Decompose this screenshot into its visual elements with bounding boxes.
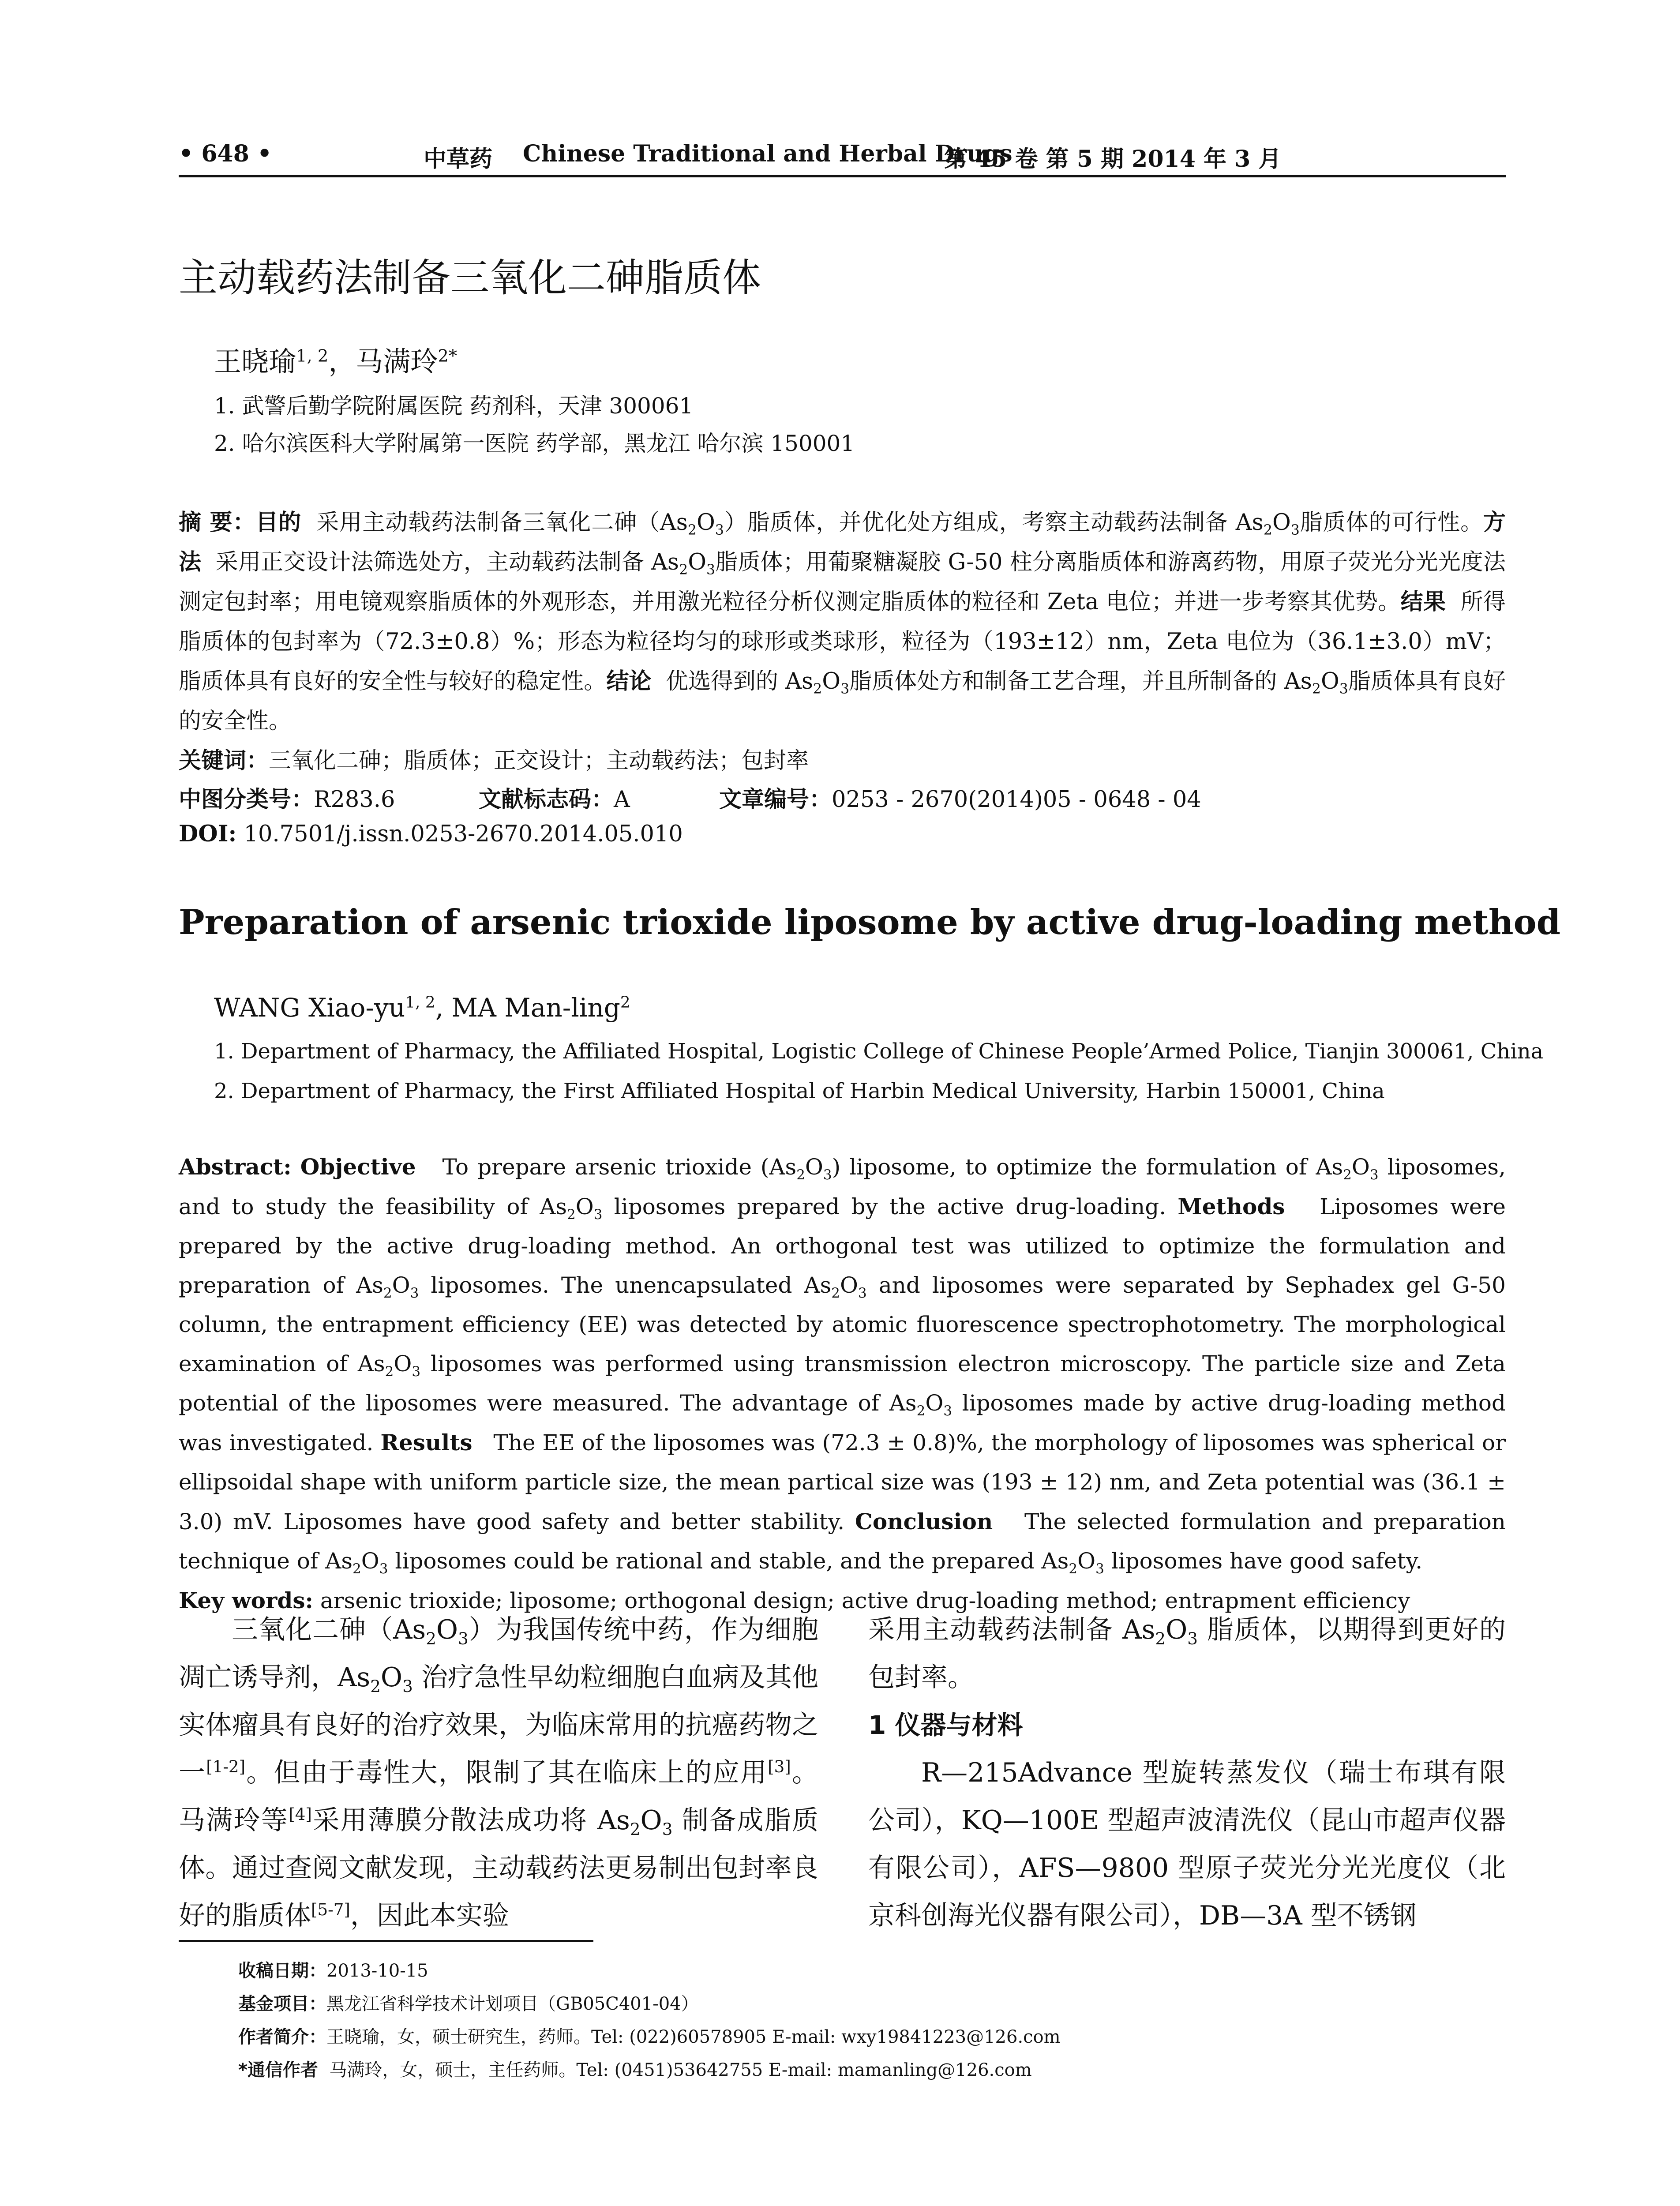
subscript: 3	[1339, 681, 1348, 698]
subscript: 2	[796, 1167, 805, 1183]
subscript: 2	[567, 1207, 576, 1223]
authors-cn	[214, 340, 457, 379]
abstract-text: 所得脂质体的包封率为（72.3±0.8）%；形态为粒径均匀的球形或类球形，粒径为（193±12）nm，Zeta 电位为（36.1±3.0）mV；脂质体具有良好的安全性与较好的稳定性。	[179, 589, 1506, 694]
subscript: 2	[1343, 1167, 1352, 1183]
journal-issue: 第 45 卷 第 5 期 2014 年 3 月	[944, 146, 1282, 173]
subscript: 2	[630, 1820, 641, 1839]
chem-o: O	[1320, 668, 1339, 694]
chem-o: O	[697, 510, 715, 536]
article-no-label: 文章编号：	[719, 787, 832, 813]
abstract-en-text: liposomes, and to study the feasibility of As	[179, 1154, 1506, 1219]
body-text: 采用薄膜分散法成功将 As	[311, 1805, 630, 1836]
title-en: Preparation of arsenic trioxide liposome by active drug-loading method	[179, 902, 1561, 942]
abstract-text: 脂质体处方和制备工艺合理，并且所制备的 As	[849, 668, 1312, 694]
subscript: 2	[1069, 1561, 1078, 1577]
abstract-text: 脂质体的可行性。	[1299, 510, 1483, 536]
citation: [3]	[768, 1757, 791, 1776]
subscript: 3	[402, 1677, 413, 1696]
abstract-cn-label: 摘 要：	[179, 510, 256, 536]
subscript: 2	[1155, 1629, 1166, 1648]
citation: [4]	[289, 1805, 312, 1824]
abstract-text: 优选得到的 As	[665, 668, 814, 694]
results-label: 结果	[1400, 589, 1446, 615]
page-number: • 648 •	[179, 140, 272, 167]
subscript: 3	[858, 1285, 867, 1301]
body-text: 。马满玲等	[179, 1757, 819, 1836]
subscript: 2	[1312, 681, 1321, 698]
abstract-text: 采用主动载药法制备三氧化二砷（As	[316, 510, 688, 536]
author-en-2-affil: 2	[620, 993, 630, 1012]
doc-code-value: A	[614, 787, 630, 813]
clc-line	[179, 781, 395, 814]
keywords-cn: 三氧化二砷；脂质体；正交设计；主动载药法；包封率	[269, 748, 809, 774]
doi-line	[179, 821, 683, 847]
author-en-sep: ,	[435, 993, 452, 1023]
conclusion-en-label: Conclusion	[855, 1508, 993, 1534]
footnote-rule	[179, 1940, 593, 1942]
chem-o: O	[640, 1805, 662, 1836]
abstract-en-text: The EE of the liposomes was (72.3 ± 0.8)%, the morphology of liposomes was spherical or ellipsoidal shape with uniform particle size, the mean partical size was (193 ± 12) nm, and Zeta potential was (36.1 ± 3.0) mV. Liposomes have good safety and better stability.	[179, 1430, 1506, 1534]
subscript: 3	[706, 562, 716, 578]
received-label: 收稿日期：	[238, 1961, 326, 1981]
abstract-en-text: ) liposome, to optimize the formulation of As	[832, 1154, 1343, 1180]
subscript: 2	[687, 522, 697, 539]
methods-en-label: Methods	[1178, 1193, 1285, 1219]
body-text: 制备成脂质体。通过查阅文献发现，主动载药法更易制出包封率良好的脂质体	[179, 1805, 819, 1931]
subscript: 3	[715, 522, 724, 539]
chem-o: O	[805, 1154, 823, 1180]
body-text: ，因此本实验	[350, 1900, 509, 1931]
bio-label: 作者简介：	[238, 2027, 326, 2047]
abstract-en-text: liposomes. The unencapsulated As	[419, 1272, 832, 1298]
article-no-line	[719, 781, 1201, 814]
subscript: 3	[823, 1167, 832, 1183]
abstract-en-text: and liposomes were separated by Sephadex gel G-50 column, the entrapment efficiency (EE) was detected by atomic fluorescence spectrophotometry. The morphological examination of As	[179, 1272, 1506, 1377]
footnote-fund	[238, 1990, 699, 2015]
subscript: 2	[352, 1561, 361, 1577]
subscript: 3	[412, 1364, 421, 1380]
affiliation-en-2: 2. Department of Pharmacy, the First Affiliated Hospital of Harbin Medical University, Harbin 150001, China	[214, 1079, 1385, 1103]
footnote-bio	[238, 2023, 1061, 2048]
bio-text: 王晓瑜，女，硕士研究生，药师。Tel: (022)60578905 E-mail: wxy19841223@126.com	[326, 2027, 1061, 2047]
subscript: 2	[916, 1403, 926, 1419]
subscript: 3	[840, 681, 850, 698]
keywords-en: arsenic trioxide; liposome; orthogonal design; active drug-loading method; entrapment efficiency	[320, 1588, 1410, 1613]
abstract-cn	[179, 503, 1506, 781]
footnote-received	[238, 1957, 428, 1982]
affiliation-cn-1: 1. 武警后勤学院附属医院 药剂科，天津 300061	[214, 393, 694, 419]
subscript: 3	[593, 1207, 603, 1223]
chem-o: O	[361, 1548, 379, 1574]
subscript: 2	[679, 562, 688, 578]
author-1: 王晓瑜	[214, 345, 296, 378]
chem-o: O	[925, 1390, 944, 1416]
chem-o: O	[394, 1351, 412, 1377]
corresponding-text: 马满玲，女，硕士，主任药师。Tel: (0451)53642755 E-mail: mamanling@126.com	[329, 2060, 1032, 2080]
subscript: 2	[385, 1364, 394, 1380]
authors-en	[214, 993, 630, 1023]
body-text: 脂质体，以期得到更好的包封率。	[868, 1614, 1506, 1693]
doc-code-line	[479, 781, 630, 814]
objective-en-label: Objective	[300, 1154, 416, 1180]
chem-o: O	[1351, 1154, 1370, 1180]
journal-name-cn: 中草药	[424, 146, 493, 173]
abstract-en	[179, 1147, 1506, 1621]
keywords-en-label: Key words:	[179, 1587, 313, 1613]
body-text: 三氧化二砷（As	[232, 1614, 426, 1645]
article-no-value: 0253 - 2670(2014)05 - 0648 - 04	[832, 787, 1201, 813]
citation: [1-2]	[206, 1757, 246, 1776]
body-paragraph: R—215Advance 型旋转蒸发仪（瑞士布琪有限公司），KQ—100E 型超声波清洗仪（昆山市超声仪器有限公司），AFS—9800 型原子荧光分光光度仪（北京科创海光仪器有限公司），DB—3A 型不锈钢	[868, 1757, 1506, 1931]
fund-text: 黑龙江省科学技术计划项目（GB05C401-04）	[326, 1994, 699, 2014]
received-date: 2013-10-15	[326, 1961, 428, 1981]
abstract-text: ）脂质体，并优化处方组成，考察主动载药法制备 As	[724, 510, 1264, 536]
subscript: 3	[662, 1820, 673, 1839]
body-right-column	[868, 1606, 1506, 1940]
author-en-1-affil: 1, 2	[405, 993, 435, 1012]
citation: [5-7]	[311, 1900, 350, 1919]
subscript: 2	[426, 1629, 436, 1648]
results-en-label: Results	[380, 1429, 472, 1456]
subscript: 2	[813, 681, 822, 698]
subscript: 3	[1290, 522, 1300, 539]
chem-o: O	[392, 1272, 410, 1298]
chem-o: O	[822, 668, 841, 694]
doc-code-label: 文献标志码：	[479, 787, 614, 813]
abstract-en-label: Abstract:	[179, 1154, 292, 1180]
abstract-en-text: liposomes have good safety.	[1104, 1548, 1423, 1574]
fund-label: 基金项目：	[238, 1994, 326, 2014]
abstract-en-text: liposomes was performed using transmission electron microscopy. The particle size and Zeta potential of the liposomes were measured. The advantage of As	[179, 1351, 1506, 1416]
chem-o: O	[840, 1272, 859, 1298]
corresponding-label: *通信作者	[238, 2060, 318, 2080]
subscript: 3	[943, 1403, 952, 1419]
footnote-corresponding	[238, 2056, 1032, 2081]
section-heading: 1 仪器与材料	[868, 1710, 1023, 1740]
body-text: ）为我国传统中药，作为细胞凋亡诱导剂，As	[179, 1614, 819, 1693]
abstract-text: 采用正交设计法筛选处方，主动载药法制备 As	[215, 549, 679, 575]
body-text: 。但由于毒性大，限制了其在临床上的应用	[245, 1757, 768, 1788]
author-en-1: WANG Xiao-yu	[214, 993, 405, 1023]
subscript: 2	[383, 1285, 392, 1301]
conclusion-label: 结论	[606, 668, 652, 694]
author-sep: ，	[328, 345, 356, 378]
subscript: 3	[379, 1561, 388, 1577]
keywords-cn-label: 关键词：	[179, 748, 269, 774]
body-left-column	[179, 1606, 818, 1940]
body-text: 采用主动载药法制备 As	[868, 1614, 1155, 1645]
chem-o: O	[1077, 1548, 1096, 1574]
doi-value: 10.7501/j.issn.0253-2670.2014.05.010	[244, 821, 683, 847]
chem-o: O	[1166, 1614, 1188, 1645]
methods-label: 方法	[179, 510, 1506, 575]
chem-o: O	[688, 549, 707, 575]
clc-label: 中图分类号：	[179, 787, 314, 813]
author-1-affil: 1, 2	[296, 346, 329, 366]
subscript: 3	[1095, 1561, 1104, 1577]
doi-label: DOI:	[179, 821, 237, 847]
author-en-2: MA Man-ling	[451, 993, 620, 1023]
author-2: 马满玲	[356, 345, 438, 378]
subscript: 3	[458, 1629, 469, 1648]
abstract-en-text: liposomes could be rational and stable, and the prepared As	[388, 1548, 1069, 1574]
abstract-en-text: The selected formulation and preparation technique of As	[179, 1509, 1506, 1574]
abstract-en-text: liposomes made by active drug-loading method was investigated.	[179, 1390, 1506, 1456]
chem-o: O	[1272, 510, 1291, 536]
abstract-en-text: liposomes prepared by the active drug-loading.	[602, 1194, 1166, 1219]
objective-label: 目的	[255, 510, 302, 536]
abstract-text: 脂质体具有良好的安全性。	[179, 668, 1506, 734]
chem-o: O	[380, 1662, 403, 1693]
clc-value: R283.6	[314, 787, 395, 813]
header-rule	[179, 175, 1506, 177]
affiliation-cn-2: 2. 哈尔滨医科大学附属第一医院 药学部，黑龙江 哈尔滨 150001	[214, 431, 855, 456]
title-cn: 主动载药法制备三氧化二砷脂质体	[179, 255, 761, 300]
abstract-en-text: To prepare arsenic trioxide (As	[442, 1154, 797, 1180]
subscript: 2	[831, 1285, 840, 1301]
chem-o: O	[575, 1194, 594, 1219]
chem-o: O	[436, 1614, 458, 1645]
subscript: 3	[1369, 1167, 1379, 1183]
journal-name-en: Chinese Traditional and Herbal Drugs	[523, 140, 1012, 167]
subscript: 2	[1263, 522, 1272, 539]
author-2-affil: 2*	[438, 346, 458, 366]
subscript: 2	[370, 1677, 381, 1696]
abstract-text: 脂质体；用葡聚糖凝胶 G-50 柱分离脂质体和游离药物，用原子荧光分光光度法测定包封率；用电镜观察脂质体的外观形态，并用激光粒径分析仪测定脂质体的粒径和 Zeta 电位；并进一步考察其优势。	[179, 549, 1506, 615]
affiliation-en-1: 1. Department of Pharmacy, the Affiliated Hospital, Logistic College of Chinese People’Armed Police, Tianjin 300061, China	[214, 1039, 1544, 1064]
body-text: 治疗急性早幼粒细胞白血病及其他实体瘤具有良好的治疗效果，为临床常用的抗癌药物之一	[179, 1662, 818, 1788]
subscript: 3	[410, 1285, 419, 1301]
abstract-en-text: Liposomes were prepared by the active drug-loading method. An orthogonal test was utilized to optimize the formulation and preparation of As	[179, 1194, 1506, 1298]
subscript: 3	[1187, 1629, 1198, 1648]
